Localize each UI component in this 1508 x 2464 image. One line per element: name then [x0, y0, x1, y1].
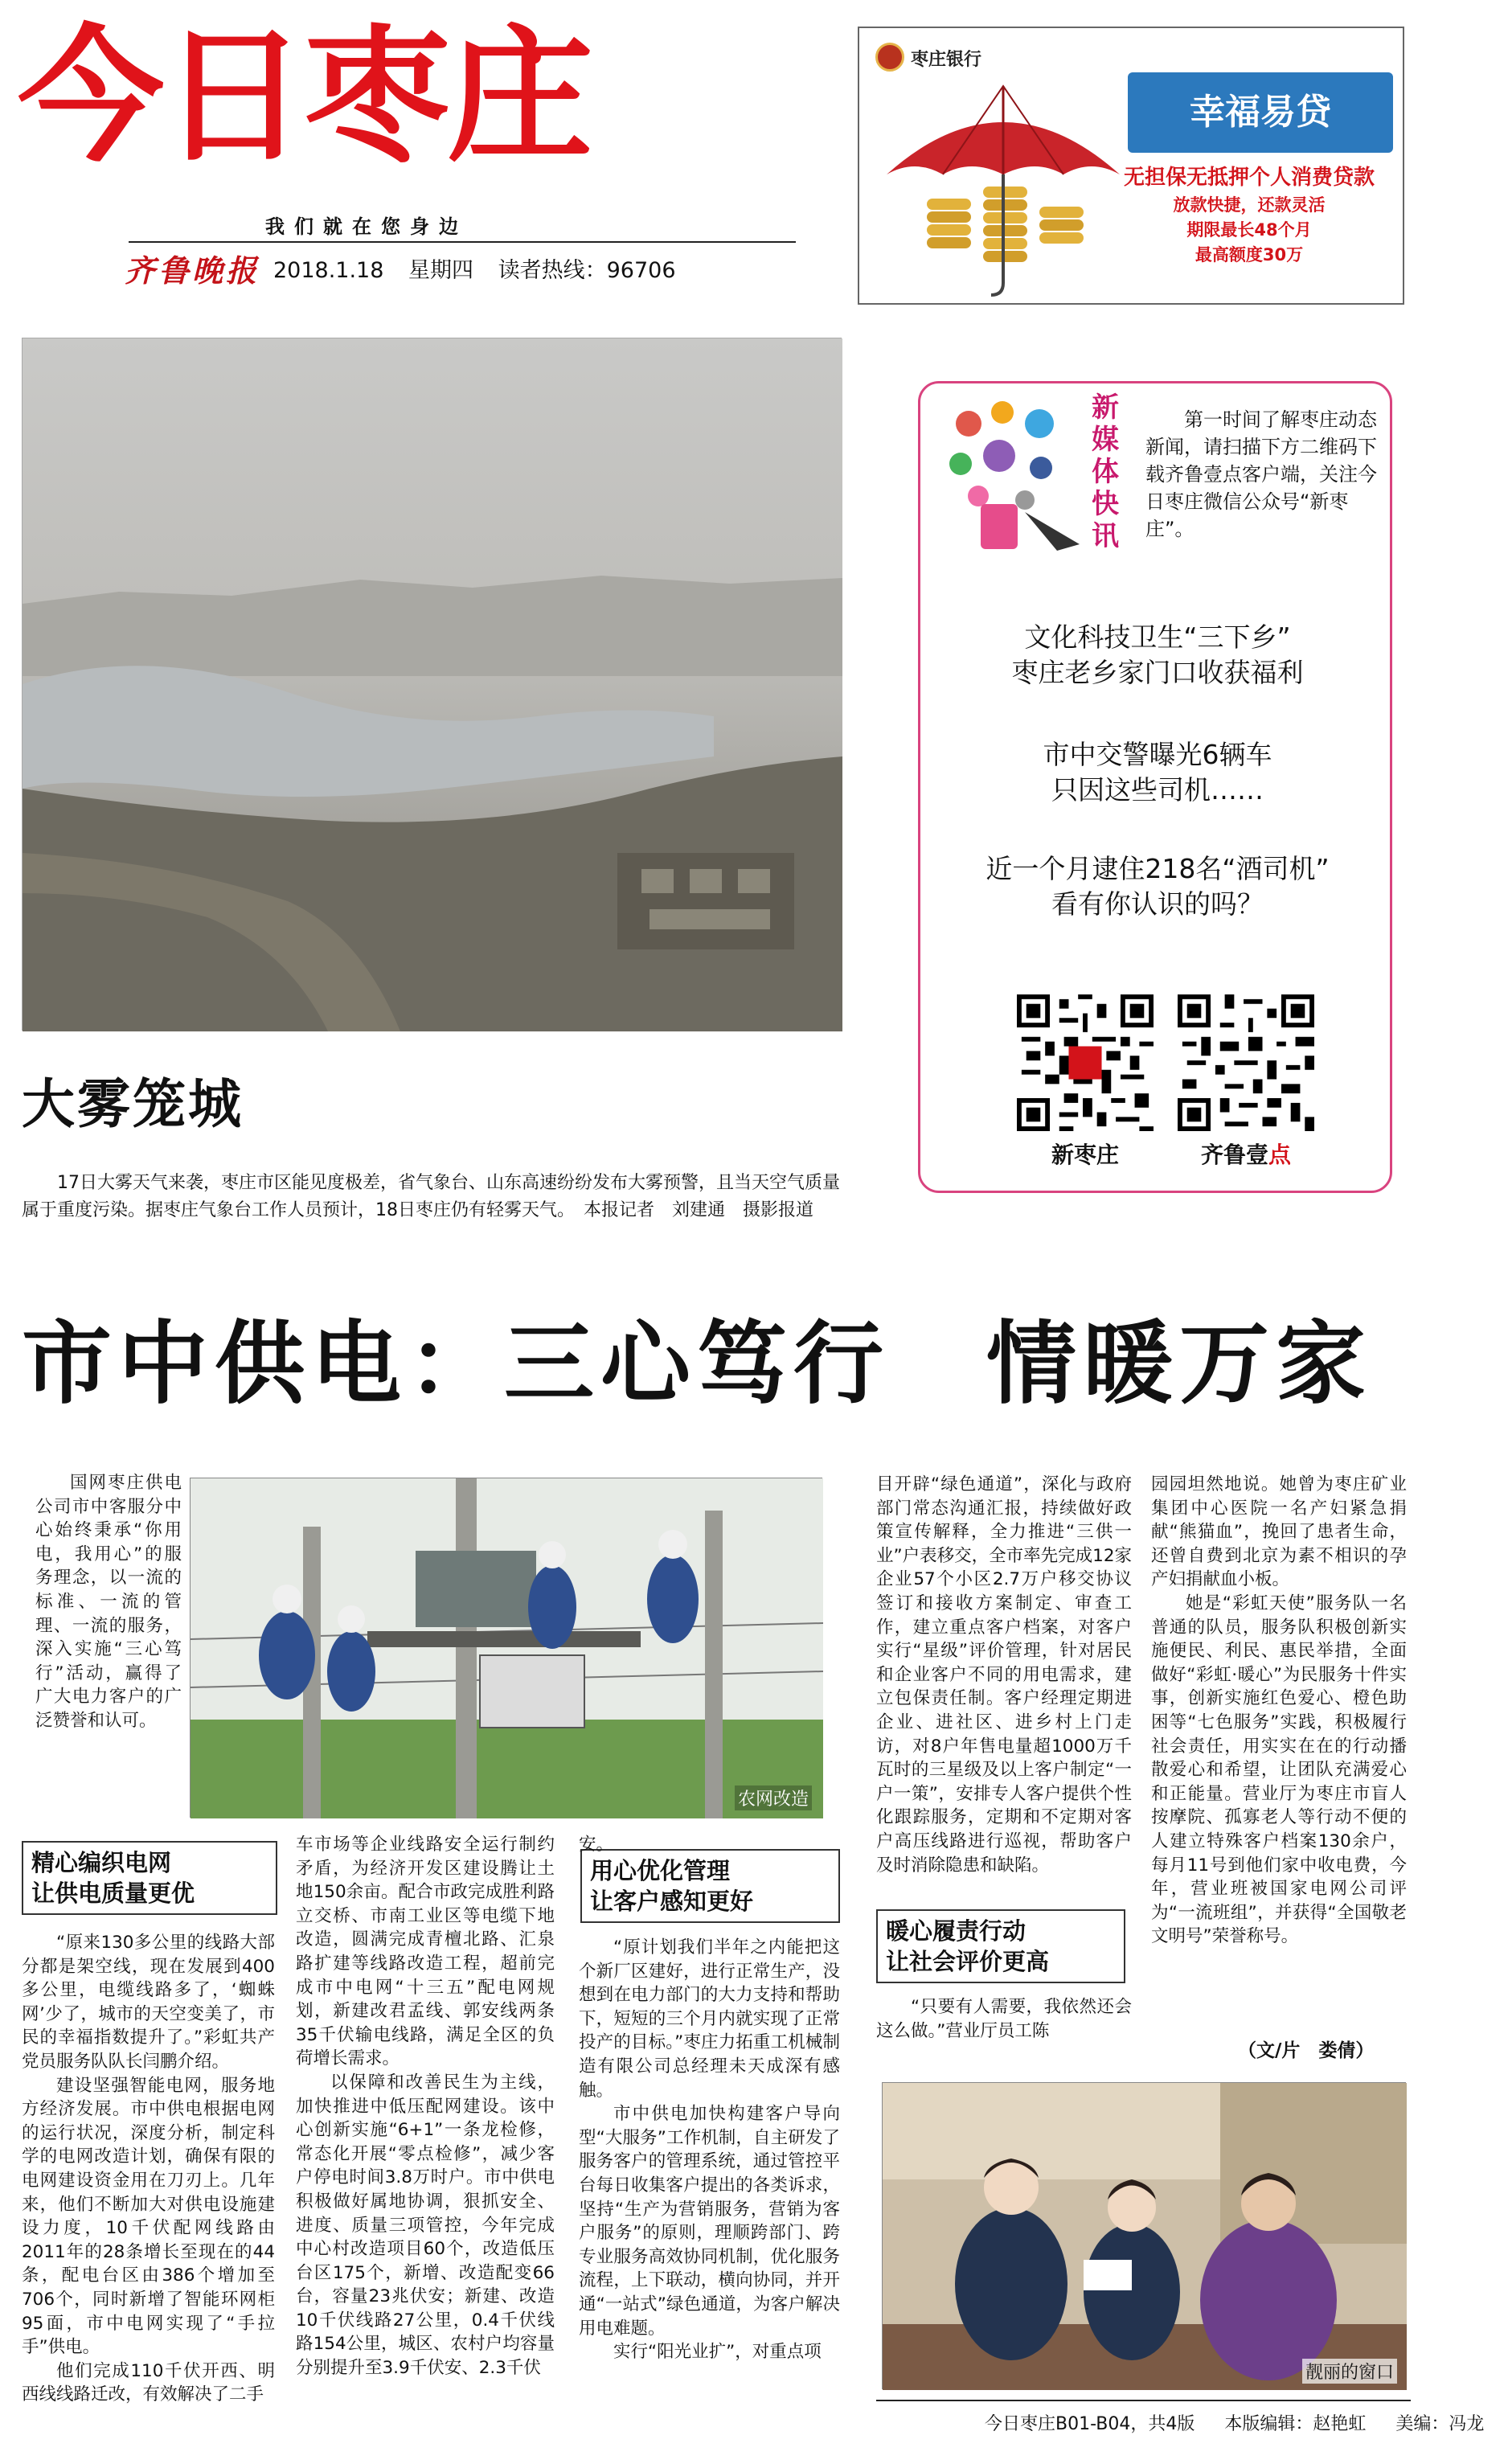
- footer-designer: 美编：冯龙: [1395, 2414, 1485, 2434]
- news-teaser-line: 枣庄老乡家门口收获福利: [1011, 657, 1304, 688]
- section-subhead: [22, 1841, 277, 1915]
- line-workers-photo: [190, 1478, 822, 1818]
- news-teaser[interactable]: [936, 737, 1379, 808]
- issue-date: 2018.1.18: [273, 258, 384, 283]
- issue-line: [273, 252, 694, 284]
- article-column-3-top: [579, 1833, 840, 1857]
- product-feature: 期限最长48个月: [1186, 220, 1312, 240]
- page-footer: [985, 2410, 1508, 2435]
- masthead-slogan: 我们就在您身边: [265, 215, 468, 238]
- qr-label-xinzaozhuang: 新枣庄: [1051, 1142, 1119, 1168]
- article-column-4: [876, 1473, 1132, 1877]
- subhead-line: 让供电质量更优: [31, 1880, 195, 1907]
- footer-editor: 本版编辑：赵艳虹: [1224, 2414, 1367, 2434]
- news-teaser-line: 只因这些司机……: [1051, 774, 1264, 806]
- masthead-divider: [129, 241, 796, 243]
- article-paragraph: 安。: [579, 1835, 614, 1855]
- qr-code-xinzaozhuang[interactable]: [1017, 994, 1154, 1131]
- article-column-1: [22, 1931, 275, 2407]
- photo-caption: 靓丽的窗口: [1302, 2359, 1397, 2384]
- subhead-line: 让客户感知更好: [590, 1888, 754, 1915]
- news-teaser-line: 近一个月逮住218名“酒司机”: [986, 853, 1330, 884]
- product-features: [1100, 193, 1398, 268]
- news-teaser[interactable]: [936, 851, 1379, 922]
- subhead-line: 暖心履责行动: [886, 1917, 1027, 1945]
- qr-code-qilu-yidian[interactable]: [1178, 994, 1314, 1131]
- fog-city-photo: [22, 338, 842, 1031]
- news-teaser[interactable]: [936, 620, 1379, 691]
- article-paragraph: 园园坦然地说。她曾为枣庄矿业集团中心医院一名产妇紧急捐献“熊猫血”，挽回了患者生命，还曾自费到北京为素不相识的孕产妇捐献血小板。: [1151, 1474, 1407, 1590]
- news-teaser-line: 看有你认识的吗？: [1051, 888, 1264, 920]
- article-paragraph: 她是“彩虹天使”服务队一名普通的队员，服务队积极创新实施便民、利民、惠民举措，全面做好“彩虹·暖心”为民服务十件实事，创新实施红色爱心、橙色助困等“七色服务”实践，积极履行社会责任，用实实在在的行动播散爱心和希望，让团队充满爱心和正能量。营业厅为枣庄市盲人按摩院、孤寡老人等行动不便的人建立特殊客户档案130余户，每月11号到他们家中收电费，今年，营业班被国家电网公司评为“一流班组”，并获得“全国敬老文明号”荣誉称号。: [1151, 1593, 1407, 1947]
- section-subhead: [876, 1909, 1125, 1983]
- article-paragraph: “原来130多公里的线路大部分都是架空线，现在发展到400多公里，电缆线路多了，‘蜘蛛网’少了，城市的天空变美了，市民的幸福指数提升了。”彩虹共产党员服务队队长闫鹏介绍。: [22, 1933, 275, 2072]
- fog-story-caption: 17日大雾天气来袭，枣庄市区能见度极差，省气象台、山东高速纷纷发布大雾预警，且当天空气质量属于重度污染。据枣庄气象台工作人员预计，18日枣庄仍有轻雾天气。 本报记者 刘建通 摄影报道: [22, 1173, 840, 1220]
- article-paragraph: “原计划我们半年之内能把这个新厂区建好，进行正常生产，没想到在电力部门的大力支持和帮助下，短短的三个月内就实现了正常投产的目标。”枣庄力拓重工机械制造有限公司总经理未天成深有感触。: [579, 1937, 840, 2101]
- qr-label-qilu-yidian-accent: 点: [1268, 1142, 1292, 1168]
- bank-logo-icon: [875, 43, 904, 72]
- footer-edition: 今日枣庄B01-B04，共4版: [985, 2414, 1195, 2434]
- product-feature: 放款快捷，还款灵活: [1173, 195, 1326, 215]
- reader-hotline: 读者热线：96706: [498, 258, 676, 283]
- issue-weekday: 星期四: [408, 258, 474, 283]
- article-column-4-quote: [876, 1995, 1132, 2043]
- product-headline: 无担保无抵押个人消费贷款: [1123, 166, 1375, 190]
- social-media-icons-graphic: [936, 392, 1081, 552]
- article-paragraph: “只要有人需要，我依然还会这么做。”营业厅员工陈: [876, 1997, 1132, 2041]
- product-feature: 最高额度30万: [1195, 245, 1304, 264]
- footer-divider: [876, 2400, 1411, 2401]
- bank-advertisement[interactable]: [858, 27, 1404, 305]
- article-byline: （文/片 娄倩）: [1238, 2040, 1375, 2061]
- masthead-title: 今日枣庄: [18, 11, 590, 182]
- article-paragraph: 市中供电加快构建客户导向型“大服务”工作机制，自主研发了服务客户的管理系统，通过管控平台每日收集客户提出的各类诉求，坚持“生产为营销服务，营销为客户服务”的原则，理顺跨部门、跨专业服务高效协同机制，优化服务流程，上下联动，横向协同，并开通“一站式”绿色通道，为客户解决用电难题。: [579, 2104, 840, 2339]
- article-paragraph: 实行“阳光业扩”，对重点项: [613, 2342, 822, 2363]
- news-teaser-line: 文化科技卫生“三下乡”: [1024, 621, 1291, 653]
- subhead-line: 用心优化管理: [590, 1857, 731, 1884]
- qr-label-qilu-yidian: [1170, 1138, 1322, 1170]
- new-media-tag: 新媒体快讯: [1092, 392, 1119, 552]
- article-column-5: [1151, 1473, 1407, 1949]
- article-column-2: [296, 1833, 555, 2380]
- article-column-3: [579, 1936, 840, 2364]
- subhead-line: 让社会评价更高: [886, 1948, 1050, 1975]
- news-teaser-line: 市中交警曝光6辆车: [1043, 739, 1272, 770]
- subhead-line: 精心编织电网: [31, 1849, 172, 1876]
- section-subhead: [580, 1849, 840, 1923]
- article-headline: 市中供电：三心笃行 情暖万家: [22, 1312, 1372, 1416]
- new-media-info-box: [918, 381, 1392, 1193]
- photo-caption: 农网改造: [735, 1785, 812, 1810]
- article-lead-paragraph: 国网枣庄供电公司市中客服分中心始终秉承“你用电，我用心”的服务理念，以一流的标准、一流的管理、一流的服务，深入实施“三心笃行”活动，赢得了广大电力客户的广泛赞誉和认可。: [35, 1473, 182, 1731]
- article-paragraph: 以保障和改善民生为主线，加快推进中低压配网建设。该中心创新实施“6+1”一条龙检修，常态化开展“零点检修”，减少客户停电时间3.8万时户。市中供电积极做好属地协调，狠抓安全、进度、质量三项管控，今年完成中心村改造项目60个，改造低压台区175个，新增、改造配变66台，容量23兆伏安；新建、改造10千伏线路27公里，0.4千伏线路154公里，城区、农村户均容量分别提升至3.9千伏安、2.3千伏: [296, 2072, 555, 2379]
- article-paragraph: 建设坚强智能电网，服务地方经济发展。市中供电根据电网的运行状况，深度分析，制定科学的电网改造计划，确保有限的电网建设资金用在刀刃上。几年来，他们不断加大对供电设施建设力度，10千伏配网线路由2011年的28条增长至现在的44条，配电台区由386个增加至706个，同时新增了智能环网柜95面，市中电网实现了“手拉手”供电。: [22, 2075, 275, 2358]
- qr-intro-text: 第一时间了解枣庄动态新闻，请扫描下方二维码下载齐鲁壹点客户端，关注今日枣庄微信公众号“新枣庄”。: [1145, 408, 1377, 540]
- umbrella-coins-illustration: [871, 78, 1136, 303]
- article-paragraph: 他们完成110千伏开西、明西线线路迁改，有效解决了二手: [22, 2360, 275, 2405]
- qr-label-qilu-yidian-text: 齐鲁壹: [1200, 1142, 1268, 1168]
- article-paragraph: 车市场等企业线路安全运行制约矛盾，为经济开发区建设腾让土地150余亩。配合市政完成胜利路立交桥、市南工业区等电缆下地改造，圆满完成青檀北路、汇泉路扩建等线路改造工程，超前完成市中电网“十三五”配电网规划，新建改君孟线、郭安线两条35千伏输电线路，满足全区的负荷增长需求。: [296, 1835, 555, 2069]
- article-lead: [35, 1471, 182, 1733]
- bank-name: 枣庄银行: [911, 50, 982, 70]
- fog-story-headline: 大雾笼城: [22, 1073, 244, 1135]
- article-paragraph: 目开辟“绿色通道”，深化与政府部门常态沟通汇报，持续做好政策宣传解释，全力推进“三供一业”户表移交，全市率先完成12家企业57个小区2.7万户移交协议签订和接收方案制定、审查工作，建立重点客户档案，对客户实行“星级”评价管理，针对居民和企业客户不同的用电需求，建立包保责任制。客户经理定期进企业、进社区、进乡村上门走访，对8户年售电量超1000万千瓦时的三星级及以上客户制定“一户一策”，安排专人客户提供个性化跟踪服务，定期和不定期对客户高压线路进行巡视，帮助客户及时消除隐患和缺陷。: [876, 1474, 1132, 1876]
- service-staff-photo: [882, 2082, 1406, 2389]
- publisher-logo: 齐鲁晚报: [125, 252, 260, 289]
- product-name-banner: 幸福易贷: [1128, 72, 1393, 153]
